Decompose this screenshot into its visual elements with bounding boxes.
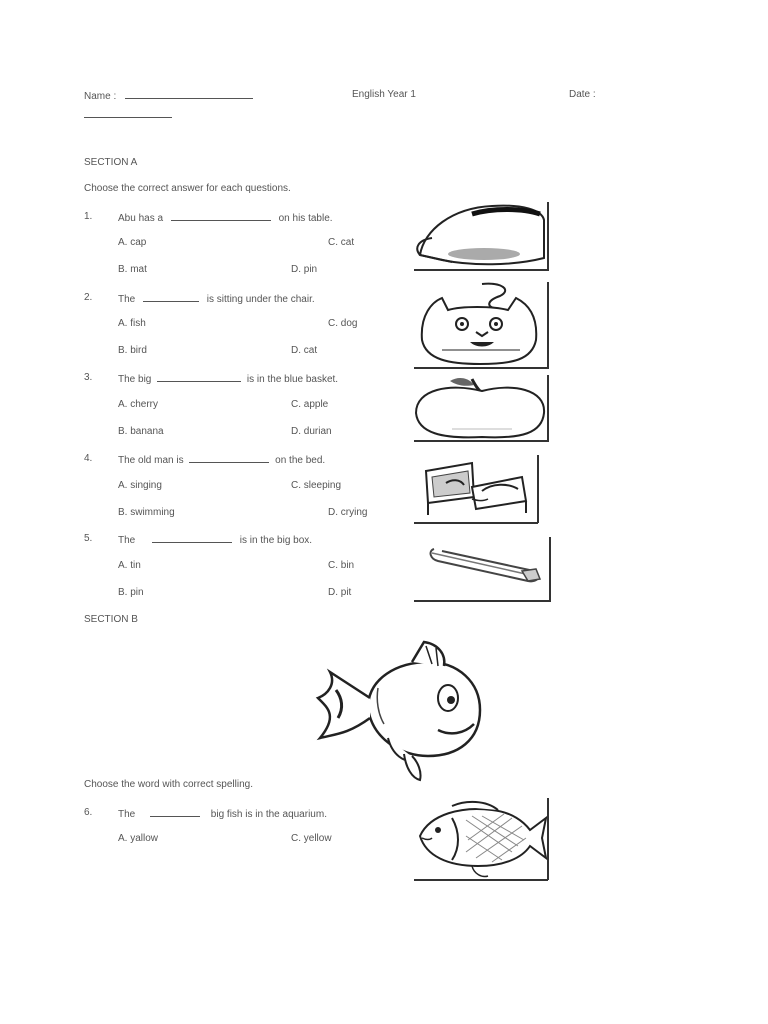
question-text [118,807,327,821]
question-text-before: The old man is [118,455,184,466]
section-b-title: SECTION B [84,614,138,625]
name-label: Name : [84,91,117,102]
question-text [118,292,315,306]
question-text [118,372,338,386]
option: A. singing [118,480,162,491]
option: D. pit [328,587,352,598]
option: C. apple [291,399,329,410]
answer-blank [143,292,199,302]
question-text-before: The big [118,374,152,385]
option: B. swimming [118,507,175,518]
answer-blank [150,807,200,817]
question-text-after: is sitting under the chair. [206,294,315,305]
option: C. bin [328,560,355,571]
fish-picture [412,796,552,882]
question-text-after: on his table. [278,213,333,224]
question-number: 4. [84,453,93,464]
question-number: 2. [84,292,93,303]
question-number: 3. [84,372,93,383]
sleeping-man-picture [412,453,544,525]
question-text-before: The [118,535,136,546]
question-text [118,211,333,225]
question-text-before: The [118,294,136,305]
question-number: 1. [84,211,93,222]
option: D. durian [291,426,332,437]
question-text-before: The [118,809,136,820]
option: A. cap [118,237,147,248]
option: D. pin [291,264,318,275]
answer-blank [171,211,271,221]
question-text-after: is in the big box. [239,535,313,546]
option: A. cherry [118,399,159,410]
apple-picture [412,373,550,443]
option: C. dog [328,318,358,329]
question-number: 6. [84,807,93,818]
question-text [118,533,312,547]
option: B. pin [118,587,144,598]
answer-blank [189,453,269,463]
question-text [118,453,325,467]
answer-blank [152,533,232,543]
option: C. sleeping [291,480,342,491]
option: A. yallow [118,833,159,844]
section-b-instruction: Choose the word with correct spelling. [84,779,253,790]
section-a-title: SECTION A [84,157,138,168]
question-text-after: on the bed. [275,455,326,466]
question-number: 5. [84,533,93,544]
question-text-after: big fish is in the aquarium. [210,809,327,820]
option: C. yellow [291,833,332,844]
date-blank [84,108,172,118]
subject-title: English Year 1 [352,89,416,100]
option: A. tin [118,560,141,571]
date-label: Date : [569,89,596,100]
question-text-before: Abu has a [118,213,164,224]
option: B. bird [118,345,147,356]
option: D. crying [328,507,368,518]
cat-picture [412,280,550,370]
answer-blank [157,372,241,382]
option: D. cat [291,345,318,356]
cap-picture [412,200,550,272]
big-fish-picture [308,638,490,786]
name-blank [125,89,253,99]
option: B. banana [118,426,164,437]
option: A. fish [118,318,146,329]
question-text-after: is in the blue basket. [246,374,339,385]
option: B. mat [118,264,147,275]
option: C. cat [328,237,355,248]
section-a-instruction: Choose the correct answer for each questions. [84,183,291,194]
name-field [84,89,253,103]
safety-pin-picture [412,535,552,603]
